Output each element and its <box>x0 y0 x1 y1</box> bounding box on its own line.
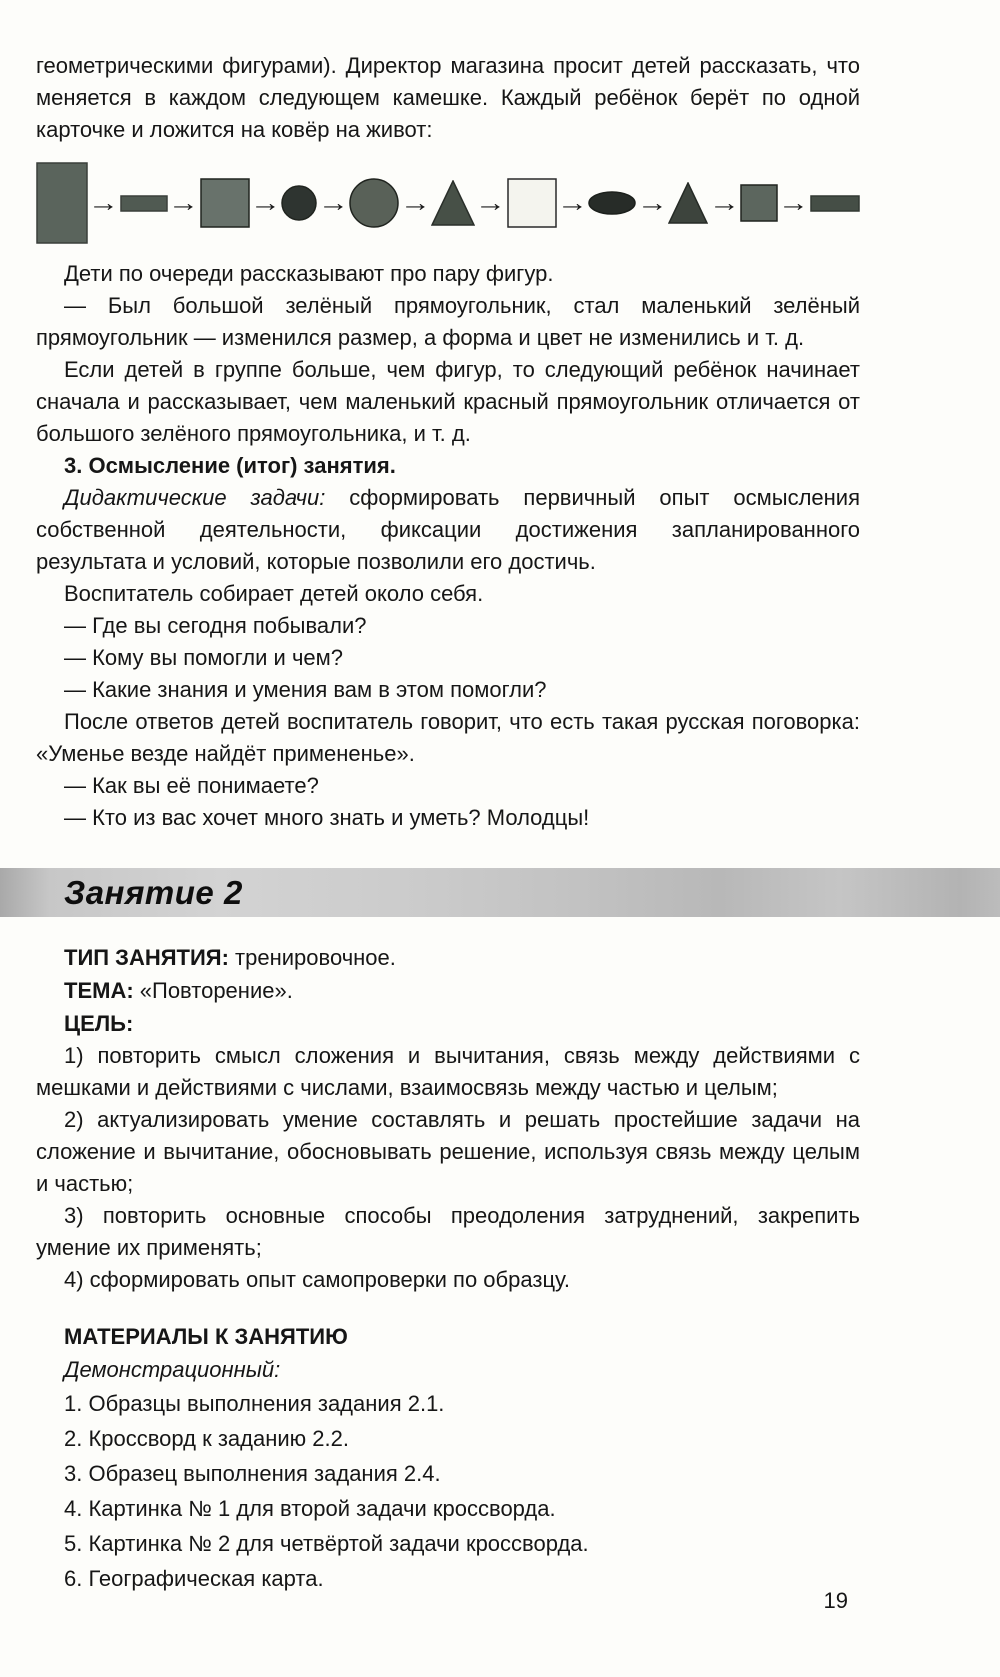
figure-shape-rect <box>120 195 168 212</box>
figure-shape-rect <box>200 178 250 228</box>
reflection-paragraph: — Кто из вас хочет много знать и уметь? Молодцы! <box>64 805 590 830</box>
arrow-icon: → <box>556 188 589 217</box>
arrow-icon: → <box>636 188 668 217</box>
didactic-tasks-label: Дидактические задачи: <box>64 485 326 510</box>
materials-heading: МАТЕРИАЛЫ К ЗАНЯТИЮ <box>64 1324 348 1349</box>
reflection-paragraph: — Кому вы помогли и чем? <box>64 645 344 670</box>
figure-shape-rect <box>810 195 860 212</box>
lesson-theme-line <box>36 974 860 1007</box>
materials-subheading: Демонстрационный: <box>64 1357 281 1382</box>
material-item: 1. Образцы выполнения задания 2.1. <box>64 1391 445 1416</box>
arrow-icon: → <box>778 188 810 217</box>
reflection-paragraph: — Какие знания и умения вам в этом помогли? <box>64 677 547 702</box>
lesson-theme-label: ТЕМА: <box>64 978 134 1003</box>
figure-shape-rect <box>36 162 88 244</box>
didactic-tasks-text: сформировать первичный опыт осмысления собственной деятельности, фиксации достижения запланированного результата и условий, которые позволили его достичь. <box>36 485 860 574</box>
figure-shape-rect <box>507 178 557 228</box>
reflection-paragraph: — Как вы её понимаете? <box>64 773 319 798</box>
shapes-figure <box>36 162 860 244</box>
story-paragraph: — Был большой зелёный прямоугольник, стал маленький зелёный прямоугольник — изменился размер, а форма и цвет не изменились и т. д. <box>36 293 860 350</box>
arrow-icon: → <box>317 188 349 217</box>
lesson-banner <box>0 868 1000 917</box>
material-item: 4. Картинка № 1 для второй задачи кроссворда. <box>64 1496 556 1521</box>
lesson-banner-title: Занятие 2 <box>64 873 243 911</box>
material-item: 5. Картинка № 2 для четвёртой задачи кроссворда. <box>64 1531 589 1556</box>
lesson-type-text: тренировочное. <box>228 945 396 970</box>
intro-paragraph: геометрическими фигурами). Директор магазина просит детей рассказать, что меняется в каждом следующем камешке. Каждый ребёнок берёт по одной карточке и ложится на ковёр на живот: <box>36 53 860 142</box>
material-item: 2. Кроссворд к заданию 2.2. <box>64 1426 349 1451</box>
figure-shape-triangle <box>668 182 708 224</box>
goal-item: 1) повторить смысл сложения и вычитания, связь между действиями с мешками и действиями с числами, взаимосвязь между частью и целым; <box>36 1043 860 1100</box>
story-paragraph: Если детей в группе больше, чем фигур, то следующий ребёнок начинает сначала и рассказывает, чем маленький красный прямоугольник отличается от большого зелёного прямоугольника, и т. д. <box>36 357 860 446</box>
reflection-heading: 3. Осмысление (итог) занятия. <box>64 453 396 478</box>
story-paragraph: Дети по очереди рассказывают про пару фигур. <box>64 261 554 286</box>
arrow-icon: → <box>475 188 507 217</box>
reflection-paragraph: Воспитатель собирает детей около себя. <box>64 581 484 606</box>
reflection-paragraph: — Где вы сегодня побывали? <box>64 613 367 638</box>
figure-shape-triangle <box>431 180 475 226</box>
lesson-goal-label: ЦЕЛЬ: <box>64 1011 134 1036</box>
material-item: 3. Образец выполнения задания 2.4. <box>64 1461 441 1486</box>
didactic-tasks-paragraph <box>36 482 860 578</box>
reflection-paragraph: После ответов детей воспитатель говорит, что есть такая русская поговорка: «Уменье везде найдёт примененье». <box>36 709 860 766</box>
figure-shape-rect <box>740 184 778 222</box>
figure-shape-ellipse <box>588 191 636 215</box>
arrow-icon: → <box>88 188 120 217</box>
arrow-icon: → <box>708 188 740 217</box>
arrow-icon: → <box>399 188 431 217</box>
lesson-theme-text: «Повторение». <box>133 978 293 1003</box>
lesson-type-label: ТИП ЗАНЯТИЯ: <box>64 945 229 970</box>
material-item: 6. Географическая карта. <box>64 1566 324 1591</box>
page-number: 19 <box>823 1588 848 1613</box>
arrow-icon: → <box>168 188 200 217</box>
goal-item: 2) актуализировать умение составлять и решать простейшие задачи на сложение и вычитание, обосновывать решение, используя связь между целым и частью; <box>36 1107 860 1196</box>
figure-shape-circle <box>281 185 317 221</box>
lesson-type-line <box>36 941 860 974</box>
goal-item: 4) сформировать опыт самопроверки по образцу. <box>64 1267 570 1292</box>
figure-shape-circle <box>349 178 399 228</box>
arrow-icon: → <box>249 188 282 217</box>
goal-item: 3) повторить основные способы преодоления затруднений, закрепить умение их применять; <box>36 1203 860 1260</box>
